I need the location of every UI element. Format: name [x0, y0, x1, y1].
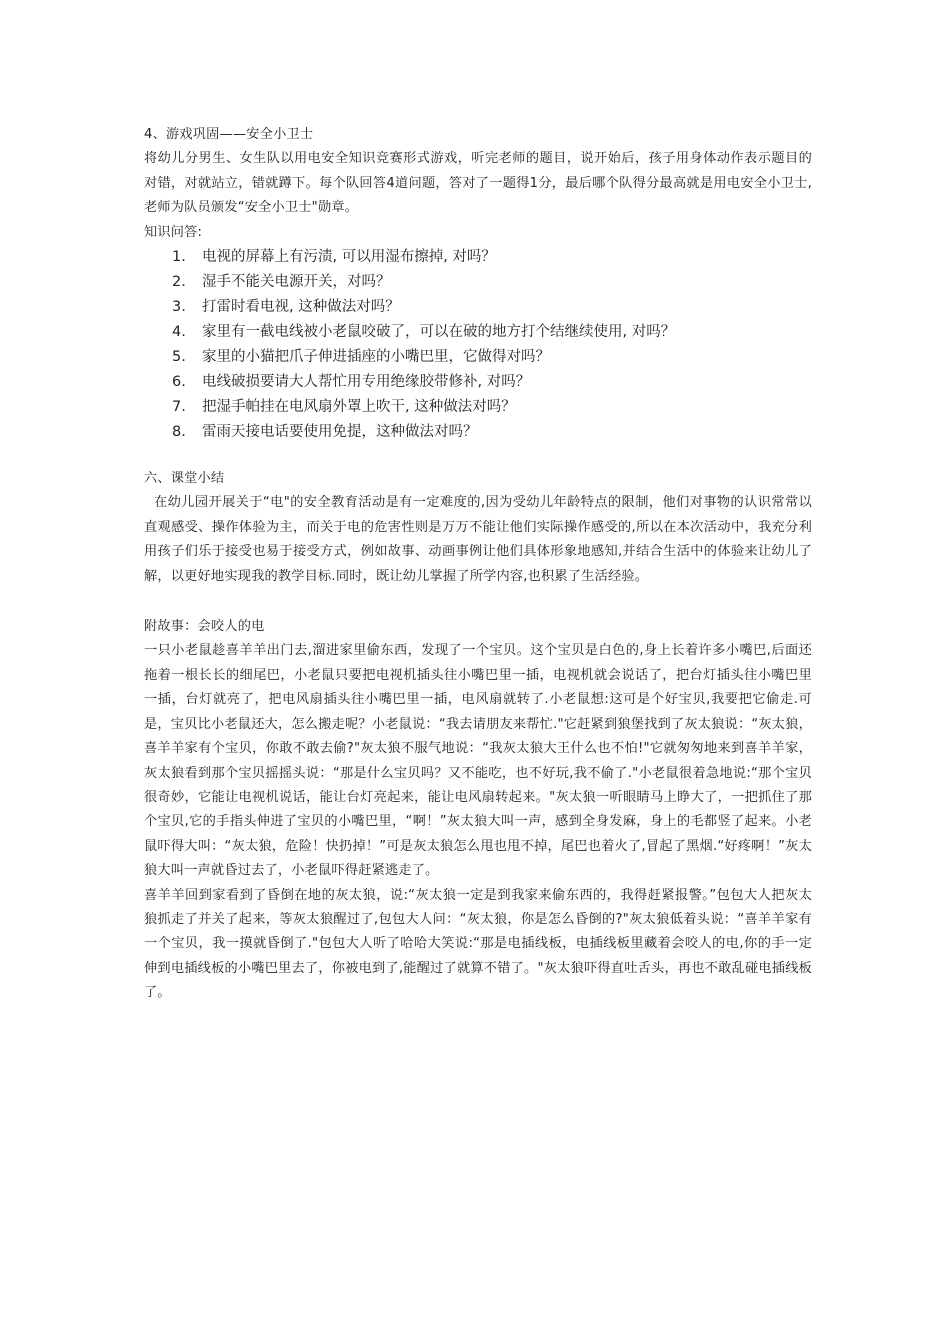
story-heading: 附故事：会咬人的电: [144, 619, 265, 635]
summary-paragraph: 在幼儿园开展关于“电"的安全教育活动是有一定难度的,因为受幼儿年龄特点的限制，他们对事物的认识常常以直观感受、操作体验为主，而关于电的危害性则是万万不能让他们实际操作感受的,所以在本次活动中，我充分利用孩子们乐于接受也易于接受方式，例如故事、动画事例让他们具体形象地感知,并结合生活中的体验来让幼儿了解，以更好地实现我的教学目标.同时，既让幼儿掌握了所学内容,也积累了生活经验。: [144, 495, 812, 584]
question-number: 8.: [172, 424, 186, 441]
question-text: 把湿手帕挂在电风扇外罩上吹干, 这种做法对吗？: [202, 399, 516, 416]
question-text: 湿手不能关电源开关，对吗？: [202, 274, 391, 291]
question-number: 2.: [172, 274, 186, 291]
question-text: 电线破损要请大人帮忙用专用绝缘胶带修补, 对吗？: [202, 374, 531, 391]
spacer: [144, 589, 812, 615]
question-number: 7.: [172, 399, 186, 416]
list-item: [144, 345, 812, 370]
summary-heading: 六、课堂小结: [144, 471, 225, 487]
question-text: 雷雨天接电话要使用免提，这种做法对吗？: [202, 424, 478, 441]
question-number: 6.: [172, 374, 186, 391]
spacer: [144, 445, 812, 467]
game-heading: 4、游戏巩固——安全小卫士: [144, 127, 314, 142]
story-paragraph: 一只小老鼠趁喜羊羊出门去,溜进家里偷东西，发现了一个宝贝。这个宝贝是白色的,身上长着许多小嘴巴,后面还拖着一根长长的细尾巴，小老鼠只要把电视机插头往小嘴巴里一插，电视机就会说话了，把台灯插头往小嘴巴里一插，台灯就亮了，把电风扇插头往小嘴巴里一插，电风扇就转了.小老鼠想:这可是个好宝贝,我要把它偷走.可是，宝贝比小老鼠还大，怎么搬走呢？小老鼠说：“我去请朋友来帮忙."它赶紧到狼堡找到了灰太狼说：“灰太狼，喜羊羊家有个宝贝，你敢不敢去偷?"灰太狼不服气地说：“我灰太狼大王什么也不怕!"它就匆匆地来到喜羊羊家，灰太狼看到那个宝贝摇摇头说：“那是什么宝贝吗？又不能吃，也不好玩,我不偷了."小老鼠很着急地说:“那个宝贝很奇妙，它能让电视机说话，能让台灯亮起来，能让电风扇转起来。"灰太狼一听眼睛马上睁大了，一把抓住了那个宝贝,它的手指头伸进了宝贝的小嘴巴里，“啊！”灰太狼大叫一声，感到全身发麻，身上的毛都竖了起来。小老鼠吓得大叫：“灰太狼，危险！快扔掉！”可是灰太狼怎么甩也甩不掉，尾巴也着火了,冒起了黑烟.“好疼啊！”灰太狼大叫一声就昏过去了，小老鼠吓得赶紧逃走了。: [144, 643, 812, 879]
question-number: 4.: [172, 324, 186, 341]
list-item: [144, 370, 812, 395]
list-item: [144, 320, 812, 345]
question-list: [144, 245, 812, 445]
question-text: 家里有一截电线被小老鼠咬破了，可以在破的地方打个结继续使用, 对吗？: [202, 324, 676, 341]
list-item: [144, 295, 812, 320]
question-text: 电视的屏幕上有污渍, 可以用湿布擦掉, 对吗？: [202, 249, 496, 266]
question-text: 家里的小猫把爪子伸进插座的小嘴巴里，它做得对吗？: [202, 349, 550, 366]
story-paragraph: 喜羊羊回到家看到了昏倒在地的灰太狼，说:“灰太狼一定是到我家来偷东西的，我得赶紧报警。”包包大人把灰太狼抓走了并关了起来，等灰太狼醒过了,包包大人问：“灰太狼，你是怎么昏倒的?"灰太狼低着头说：“喜羊羊家有一个宝贝，我一摸就昏倒了."包包大人听了哈哈大笑说:“那是电插线板，电插线板里藏着会咬人的电,你的手一定伸到电插线板的小嘴巴里去了，你被电到了,能醒过了就算不错了。"灰太狼吓得直吐舌头，再也不敢乱碰电插线板了。: [144, 887, 812, 1001]
list-item: [144, 420, 812, 445]
list-item: [144, 395, 812, 420]
list-item: [144, 245, 812, 270]
question-text: 打雷时看电视, 这种做法对吗？: [202, 299, 400, 316]
question-number: 5.: [172, 349, 186, 366]
question-number: 3.: [172, 299, 186, 316]
question-number: 1.: [172, 249, 186, 266]
list-item: [144, 270, 812, 295]
document-content: [144, 123, 812, 1006]
game-paragraph: 将幼儿分男生、女生队以用电安全知识竞赛形式游戏，听完老师的题目，说开始后，孩子用身体动作表示题目的对错，对就站立，错就蹲下。每个队回答4道问题，答对了一题得1分，最后哪个队得分最高就是用电安全小卫士,老师为队员颁发“安全小卫士"勋章。: [144, 151, 812, 216]
quiz-label: 知识问答:: [144, 224, 203, 240]
